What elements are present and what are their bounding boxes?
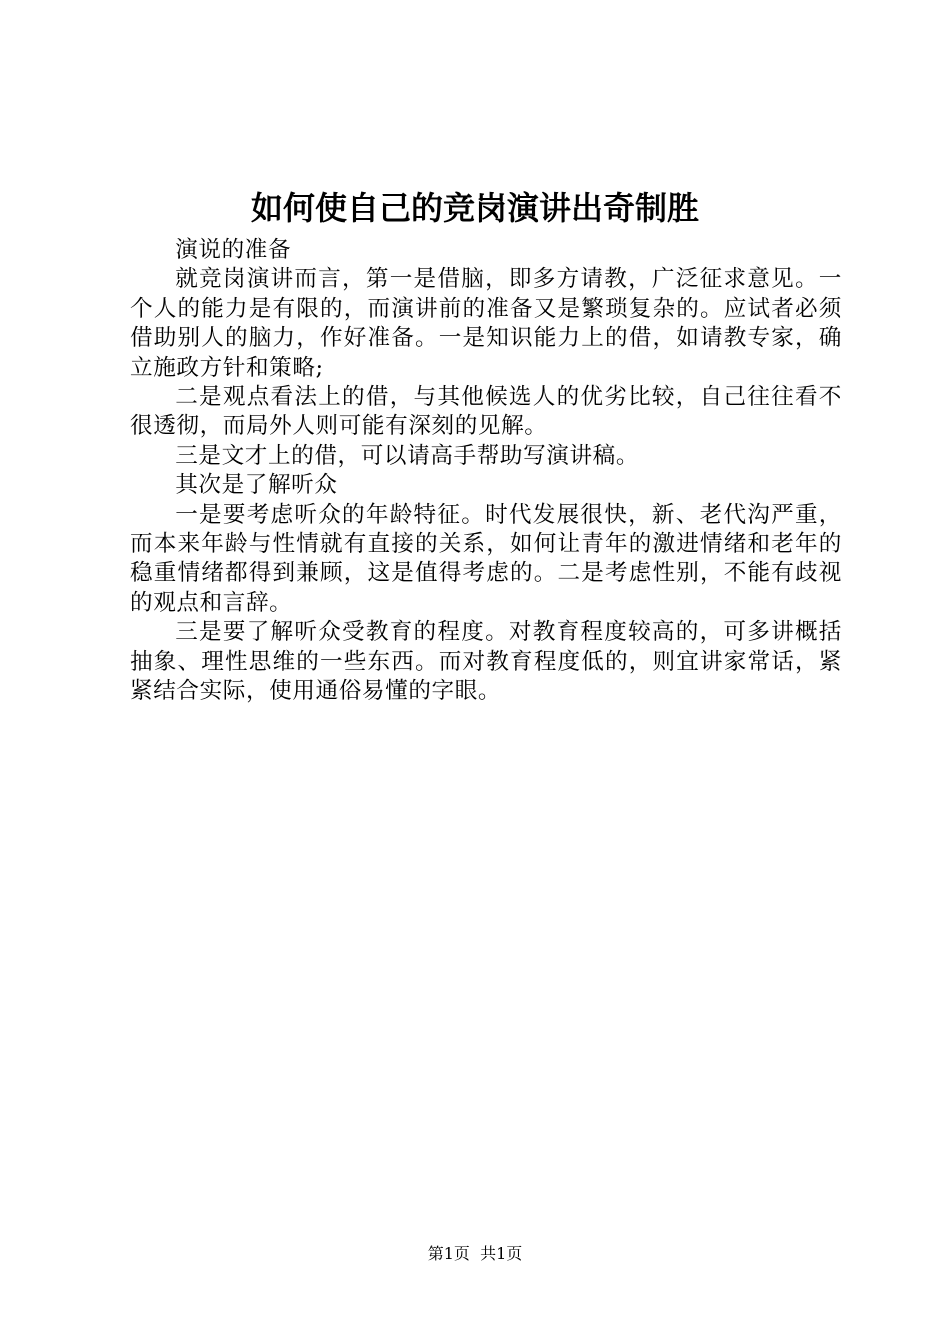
- paragraph: 一是要考虑听众的年龄特征。时代发展很快，新、老代沟严重，而本来年龄与性情就有直接的关系，如何让青年的激进情绪和老年的稳重情绪都得到兼顾，这是值得考虑的。二是考虑性别，不能有歧视的观点和言辞。: [130, 501, 842, 616]
- paragraph: 二是观点看法上的借，与其他候选人的优劣比较，自己往往看不很透彻，而局外人则可能有深刻的见解。: [130, 384, 842, 440]
- paragraph: 就竞岗演讲而言，第一是借脑，即多方请教，广泛征求意见。一个人的能力是有限的，而演讲前的准备又是繁琐复杂的。应试者必须借助别人的脑力，作好准备。一是知识能力上的借，如请教专家，确立施政方针和策略;: [130, 266, 842, 381]
- page-footer: 第1页 共1页: [427, 1244, 523, 1263]
- document-title: 如何使自己的竞岗演讲出奇制胜: [250, 189, 699, 227]
- paragraph: 三是文才上的借，可以请高手帮助写演讲稿。: [175, 442, 640, 469]
- section-heading-audience: 其次是了解听众: [175, 472, 338, 499]
- document-body: [130, 236, 842, 707]
- paragraph: 三是要了解听众受教育的程度。对教育程度较高的，可多讲概括抽象、理性思维的一些东西。而对教育程度低的，则宜讲家常话，紧紧结合实际，使用通俗易懂的字眼。: [130, 619, 842, 705]
- section-heading-preparation: 演说的准备: [175, 237, 292, 263]
